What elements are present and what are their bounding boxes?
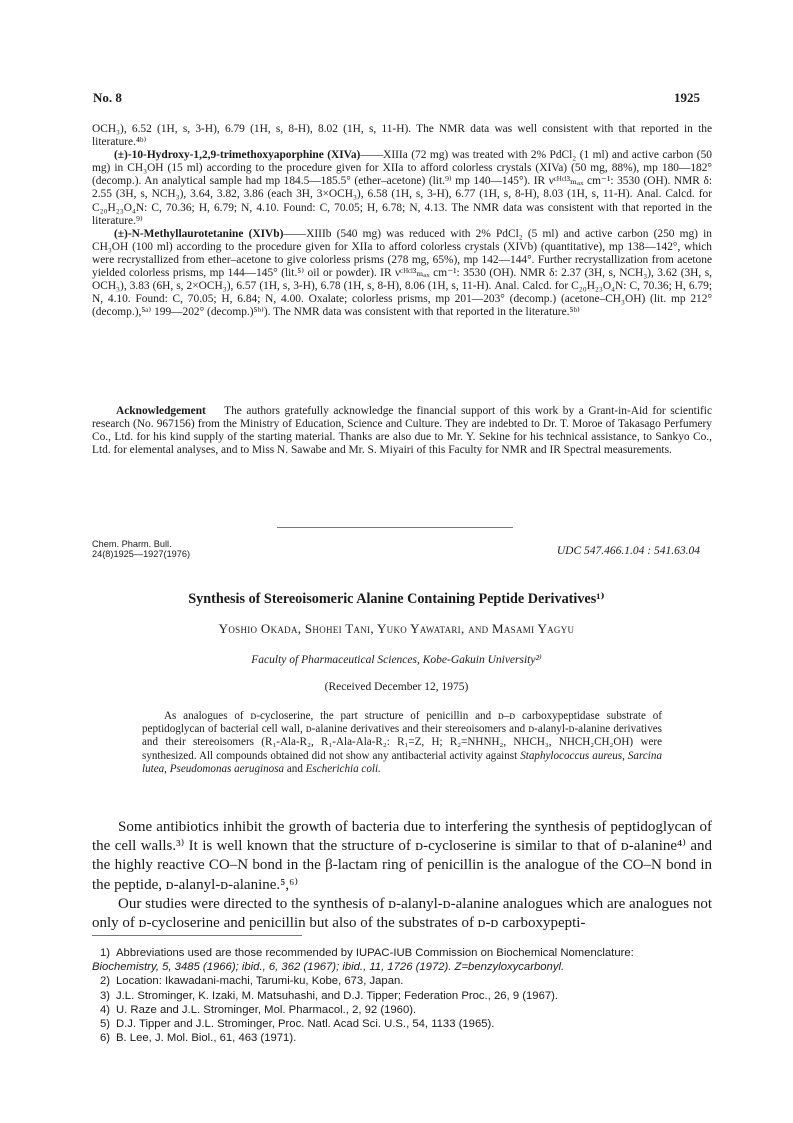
footnote-4: 4) U. Raze and J.L. Strominger, Mol. Pharmacol., 2, 92 (1960).: [99, 1003, 417, 1016]
footnote-3: 3) J.L. Strominger, K. Izaki, M. Matsuhashi, and D.J. Tipper; Federation Proc., 26, 9 (1967).: [99, 989, 559, 1002]
footnotes: [92, 946, 717, 1045]
article-body: [92, 818, 712, 933]
continuation-text: OCH₃), 6.52 (1H, s, 3-H), 6.79 (1H, s, 8-H), 8.02 (1H, s, 11-H). The NMR data was well consistent with that reported in the literature.⁴ᵇ⁾: [92, 123, 712, 149]
article-title: Synthesis of Stereoisomeric Alanine Containing Peptide Derivatives¹⁾: [188, 591, 605, 607]
abstract: [142, 710, 662, 776]
article-authors: Yoshio Okada, Shohei Tani, Yuko Yawatari, and Masami Yagyu: [218, 621, 575, 636]
acknowledgement-heading: Acknowledgement: [116, 405, 206, 417]
udc-code: UDC 547.466.1.04 : 541.63.04: [556, 545, 700, 557]
compound-xivb-paragraph: [92, 228, 712, 320]
compound-xivb-body: ——XIIIb (540 mg) was reduced with 2% PdCl₂ (5 ml) and active carbon (250 mg) in CH₃OH (100 ml) according to the procedure given for XIIa to afford colorless crystals (XIVb) (quantitative), mp 138—142°, which were recrystallized from ether–acetone to give colorless prisms (278 mg, 65%), mp 142—144°. Further recrystallization from acetone yielded colorless prisms, mp 144—145° (lit.⁵⁾ oil or powder). IR νᶜᴴᶜˡ³ₘₐₓ cm⁻¹: 3530 (OH). NMR δ: 2.37 (3H, s, NCH₃), 3.62 (3H, s, OCH₃), 3.83 (6H, s, 2×OCH₃), 6.57 (1H, s, 3-H), 6.78 (1H, s, 8-H), 8.06 (1H, s, 11-H). Anal. Calcd. for C₂₀H₂₃O₄N: C, 70.36; H, 6.79; N, 4.10. Found: C, 70.05; H, 6.84; N, 4.00. Oxalate; colorless prisms, mp 201—203° (decomp.) (acetone–CH₃OH) (lit. mp 212° (decomp.),⁵ᵃ⁾ 199—202° (decomp.)⁵ᵇ⁾). The NMR data was consistent with that reported in the literature.⁵ᵇ⁾: [92, 227, 712, 319]
citation-line-2: 24(8)1925—1927(1976): [92, 549, 191, 559]
abstract-species-last: Escherichia coli.: [305, 762, 381, 775]
footnote-6: 6) B. Lee, J. Mol. Biol., 61, 463 (1971).: [99, 1032, 297, 1045]
acknowledgement-section: [92, 405, 712, 457]
article-affiliation: Faculty of Pharmaceutical Sciences, Kobe-Gakuin University²⁾: [251, 654, 542, 666]
footnote-divider: [92, 935, 302, 936]
journal-citation: [92, 539, 190, 559]
abstract-species: Staphylococcus aureus, Sarcina lutea, Pseudomonas aeruginosa: [142, 749, 662, 775]
compound-xiva-heading: (±)-10-Hydroxy-1,2,9-trimethoxyaporphine (XIVa): [114, 149, 361, 162]
previous-article-experimental: [92, 123, 712, 319]
footnote-5: 5) D.J. Tipper and J.L. Strominger, Proc. Natl. Acad Sci. U.S., 54, 1133 (1965).: [99, 1018, 495, 1031]
issue-number: No. 8: [93, 90, 122, 105]
compound-xiva-paragraph: [92, 149, 712, 228]
acknowledgement-body: The authors gratefully acknowledge the financial support of this work by a Grant-in-Aid for scientific research (No. 967156) from the Ministry of Education, Science and Culture. They are indebted to Dr. T. Moroe of Takasago Perfumery Co., Ltd. for his kind supply of the starting material. Thanks are also due to Mr. Y. Sekine for his technical assistance, to Sankyo Co., Ltd. for elemental analyses, and to Miss N. Sawabe and Mr. S. Miyairi of this Faculty for NMR and IR Spectral measurements.: [92, 405, 712, 457]
footnote-1: 1) Abbreviations used are those recommended by IUPAC-IUB Commission on Biochemical Nomenclature:: [99, 947, 634, 959]
abstract-and: and: [286, 762, 303, 775]
abstract-text: As analogues of ᴅ-cycloserine, the part structure of penicillin and ᴅ–ᴅ carboxypeptidase substrate of peptidoglycan of bacterial cell wall, ᴅ-alanine derivatives and their stereoisomers and ᴅ-alanyl-ᴅ-alanine derivatives and their stereoisomers (R₁-Ala-R₂, R₁-Ala-Ala-R₂: R₁=Z, H; R₂=NHNH₂, NHCH₃, NHCH₂CH₂OH) were synthesized. All compounds obtained did not show any antibacterial activity against: [142, 710, 662, 762]
footnote-2: 2) Location: Ikawadani-machi, Tarumi-ku, Kobe, 673, Japan.: [99, 975, 404, 988]
footnote-1-cont: Biochemistry, 5, 3485 (1966); ibid., 6, 362 (1967); ibid., 11, 1726 (1972). Z=benzyloxycarbonyl.: [92, 961, 565, 974]
citation-line-1: Chem. Pharm. Bull.: [92, 539, 172, 549]
page-number: 1925: [674, 90, 700, 105]
received-date: (Received December 12, 1975): [324, 681, 469, 693]
compound-xiva-body: ——XIIIa (72 mg) was treated with 2% PdCl₂ (1 ml) and active carbon (50 mg) in CH₃OH (15 ml) according to the procedure given for XIIa to afford colorless crystals (XIVa) (50 mg, 88%), mp 180—182° (decomp.). An analytical sample had mp 184.5—185.5° (ether–acetone) (lit.⁹⁾ mp 140—145°). IR νᶜᴴᶜˡ³ₘₐₓ cm⁻¹: 3530 (OH). NMR δ: 2.55 (3H, s, NCH₃), 3.64, 3.82, 3.86 (each 3H, 3×OCH₃), 6.58 (1H, s, 3-H), 6.77 (1H, s, 8-H), 8.03 (1H, s, 11-H). Anal. Calcd. for C₂₀H₂₃O₄N: C, 70.36; H, 6.79; N, 4.10. Found: C, 70.05; H, 6.78; N, 4.13. The NMR data was consistent with that reported in the literature.⁹⁾: [92, 149, 712, 227]
section-divider: [277, 527, 513, 528]
body-paragraph-2: Our studies were directed to the synthesis of ᴅ-alanyl-ᴅ-alanine analogues which are analogues not only of ᴅ-cycloserine and penicillin but also of the substrates of ᴅ-ᴅ carboxypepti-: [92, 895, 712, 932]
body-paragraph-1: Some antibiotics inhibit the growth of bacteria due to interfering the synthesis of peptidoglycan of the cell walls.³⁾ It is well known that the structure of ᴅ-cycloserine is similar to that of ᴅ-alanine⁴⁾ and the highly reactive CO–N bond in the β-lactam ring of penicillin is the analogue of the CO–N bond in the peptide, ᴅ-alanyl-ᴅ-alanine.⁵,⁶⁾: [92, 819, 712, 893]
compound-xivb-heading: (±)-N-Methyllaurotetanine (XIVb): [114, 227, 284, 240]
